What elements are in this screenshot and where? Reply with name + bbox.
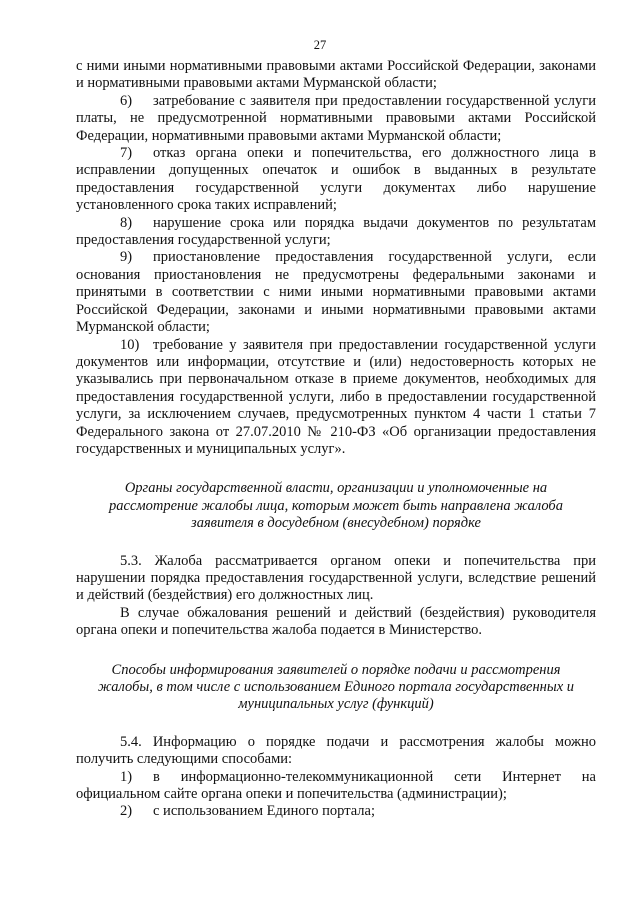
list-item-number: 6)	[120, 92, 133, 109]
list-item	[76, 215, 596, 250]
page-number: 27	[313, 38, 327, 52]
list-item	[76, 145, 596, 215]
list-item-text: в информационно-телекоммуникационной сети Интернет на официальном сайте органа опеки и попечительства (администрации);	[76, 768, 596, 803]
list-item-text: требование у заявителя при предоставлении государственной услуги документов или информации, отсутствие и (или) недостоверность которых не указывались при первоначальном отказе в приеме документов, необходимых для предоставления государственной услуги, либо в предоставлении государственной услуги, за исключением случаев, предусмотренных пунктом 4 части 1 статьи 7 Федерального закона от 27.07.2010 № 210-ФЗ «Об организации предоставления государственных и муниципальных услуг».	[76, 336, 596, 457]
list-item-text: приостановление предоставления государственной услуги, если основания приостановления не предусмотрены федеральными законами и принятыми в соответствии с ними иными нормативными правовыми актами Российской Федерации, законами и иными нормативными правовыми актами Мурманской области;	[76, 249, 596, 336]
list-item	[76, 249, 596, 336]
paragraph-5-3-ministry: В случае обжалования решений и действий (бездействия) руководителя органа опеки и попечительства жалоба подается в Министерство.	[76, 604, 596, 639]
list-item-number: 1)	[120, 768, 133, 785]
paragraph-5-3: 5.3. Жалоба рассматривается органом опеки и попечительства при нарушении порядка предоставления государственной услуги, вследствие решений и действий (бездействия) его должностных лиц.	[76, 552, 596, 604]
paragraph-5-4: 5.4. Информацию о порядке подачи и рассмотрения жалобы можно получить следующими способами:	[76, 733, 596, 768]
list-item-text: отказ органа опеки и попечительства, его должностного лица в исправлении допущенных опечаток и ошибок в выданных в результате предоставления государственной услуги документах либо нарушение установленного срока таких исправлений;	[76, 145, 596, 214]
list-item	[76, 803, 596, 820]
list-item-text: затребование с заявителя при предоставлении государственной услуги платы, не предусмотренной нормативными правовыми актами Российской Федерации, нормативными правовыми актами Мурманской области;	[76, 92, 596, 144]
document-body	[76, 58, 596, 821]
list-item-number: 10)	[120, 336, 140, 353]
list-item-number: 7)	[120, 145, 133, 162]
section-heading-information-methods: Способы информирования заявителей о порядке подачи и рассмотрения жалобы, в том числе с использованием Единого портала государственных и муниципальных услуг (функций)	[97, 661, 575, 713]
list-item-number: 9)	[120, 249, 133, 266]
list-item	[76, 337, 596, 459]
list-item-number: 8)	[120, 214, 133, 231]
list-item-text: нарушение срока или порядка выдачи документов по результатам предоставления государственной услуги;	[76, 214, 596, 249]
list-item-text: с использованием Единого портала;	[153, 803, 375, 820]
list-item-number: 2)	[120, 803, 133, 820]
intro-continuation: с ними иными нормативными правовыми актами Российской Федерации, законами и нормативными правовыми актами Мурманской области;	[76, 58, 596, 92]
list-item	[76, 769, 596, 804]
section-heading-complaint-bodies: Органы государственной власти, организации и уполномоченные на рассмотрение жалобы лица, которым может быть направлена жалоба заявителя в досудебном (внесудебном) порядке	[109, 480, 563, 532]
list-item	[76, 93, 596, 145]
